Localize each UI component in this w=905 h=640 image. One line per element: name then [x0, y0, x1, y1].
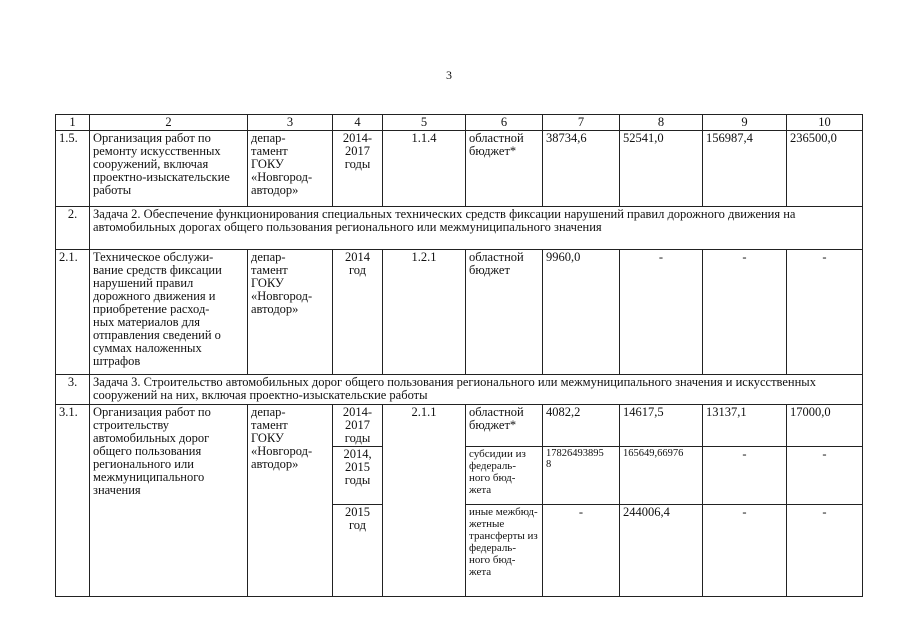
header-cell: 3 — [248, 115, 333, 131]
value-cell: 156987,4 — [703, 131, 787, 207]
years: 2014, 2015 годы — [333, 447, 383, 505]
task-number: 3. — [56, 375, 90, 405]
header-cell: 8 — [620, 115, 703, 131]
table-row — [56, 131, 863, 207]
executor-dept: депар- тамент — [251, 131, 288, 158]
executor-org: ГОКУ «Новгород-автодор» — [251, 431, 313, 471]
program-table — [55, 114, 863, 597]
years: 2015 год — [333, 505, 383, 597]
task-text: Задача 3. Строительство автомобильных дорог общего пользования регионального или межмуниципального значения и искусственных сооружений на них, включая проектно-изыскательские работы — [90, 375, 863, 405]
value-cell: 9960,0 — [543, 250, 620, 375]
value-cell: 14617,5 — [620, 405, 703, 447]
header-cell: 6 — [466, 115, 543, 131]
table-row — [56, 405, 863, 447]
task-text: Задача 2. Обеспечение функционирования специальных технических средств фиксации нарушений правил дорожного движения на автомобильных дорогах общего пользования регионального или межмуниципального значения — [90, 207, 863, 250]
value-cell: - — [787, 505, 863, 597]
activity-name: Техническое обслужи- вание средств фиксации нарушений правил дорожного движения и приобретение расход- ных материалов для отправления сведений о суммах наложенных штрафов — [90, 250, 248, 375]
header-cell: 7 — [543, 115, 620, 131]
executor — [248, 131, 333, 207]
value-cell: 38734,6 — [543, 131, 620, 207]
value-cell: 13137,1 — [703, 405, 787, 447]
row-number: 2.1. — [56, 250, 90, 375]
target-indicator: 1.2.1 — [383, 250, 466, 375]
value-cell: 236500,0 — [787, 131, 863, 207]
value-cell: 17000,0 — [787, 405, 863, 447]
row-number: 3.1. — [56, 405, 90, 597]
funding-source: иные межбюд- жетные трансферты из федераль- ного бюд- жета — [466, 505, 543, 597]
funding-source: областной бюджет — [466, 250, 543, 375]
executor-dept: депар- тамент — [251, 250, 288, 277]
header-cell: 2 — [90, 115, 248, 131]
header-cell: 5 — [383, 115, 466, 131]
task-row — [56, 375, 863, 405]
page-number: 3 — [446, 68, 452, 82]
value-cell: - — [703, 250, 787, 375]
value-cell: - — [703, 447, 787, 505]
value-cell: 52541,0 — [620, 131, 703, 207]
years: 2014- 2017 годы — [333, 131, 383, 207]
executor — [248, 405, 333, 597]
header-cell: 1 — [56, 115, 90, 131]
value-cell: - — [620, 250, 703, 375]
executor-org: ГОКУ «Новгород-автодор» — [251, 276, 313, 316]
years: 2014- 2017 годы — [333, 405, 383, 447]
activity-name: Организация работ по ремонту искусственных сооружений, включая проектно-изыскательские работы — [90, 131, 248, 207]
row-number: 1.5. — [56, 131, 90, 207]
value-cell: 244006,4 — [620, 505, 703, 597]
header-cell: 9 — [703, 115, 787, 131]
executor-org: ГОКУ «Новгород-автодор» — [251, 157, 313, 197]
task-row — [56, 207, 863, 250]
value-cell: 17826493895 8 — [543, 447, 620, 505]
funding-source: областной бюджет* — [466, 405, 543, 447]
value-cell: - — [543, 505, 620, 597]
funding-source: областной бюджет* — [466, 131, 543, 207]
value-cell: - — [787, 250, 863, 375]
value-cell: - — [703, 505, 787, 597]
activity-name: Организация работ по строительству автомобильных дорог общего пользования регионального или межмуниципального значения — [90, 405, 248, 597]
header-cell: 10 — [787, 115, 863, 131]
target-indicator: 1.1.4 — [383, 131, 466, 207]
years: 2014 год — [333, 250, 383, 375]
executor — [248, 250, 333, 375]
task-number: 2. — [56, 207, 90, 250]
value-cell: - — [787, 447, 863, 505]
value-cell: 165649,66976 — [620, 447, 703, 505]
value-cell: 4082,2 — [543, 405, 620, 447]
header-cell: 4 — [333, 115, 383, 131]
table-row — [56, 250, 863, 375]
executor-dept: депар- тамент — [251, 405, 288, 432]
header-row — [56, 115, 863, 131]
target-indicator: 2.1.1 — [383, 405, 466, 597]
funding-source: субсидии из федераль- ного бюд- жета — [466, 447, 543, 505]
